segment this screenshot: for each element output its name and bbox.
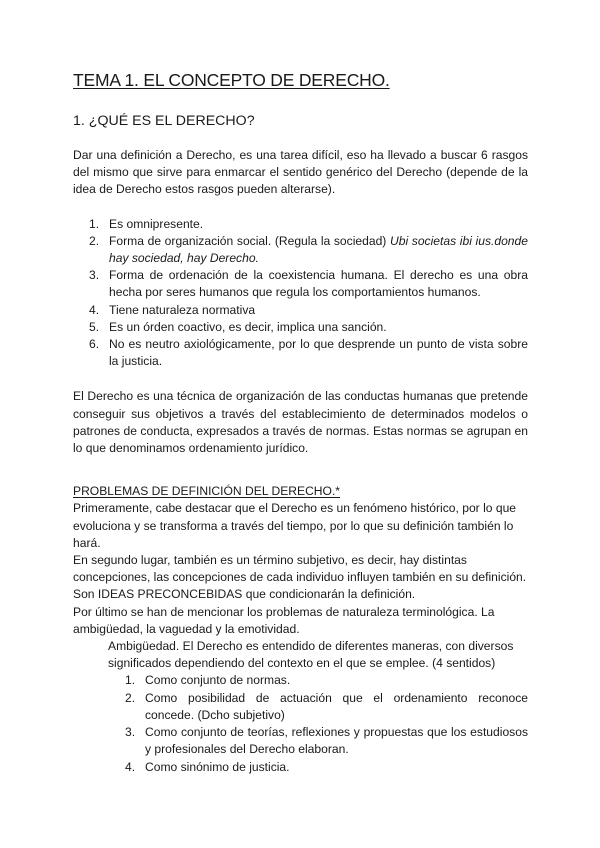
- list-item-number: 1.: [125, 673, 136, 688]
- list-item-number: 3.: [89, 268, 100, 283]
- intro-paragraph: Dar una definición a Derecho, es una tarea difícil, eso ha llevado a buscar 6 rasgos del mismo que sirve para enmarcar el sentido genérico del Derecho (depende de la idea de Derecho estos rasgos pueden alterarse).: [73, 148, 528, 197]
- list-item-number: 5.: [89, 319, 100, 334]
- list-item: [89, 233, 528, 267]
- definition-paragraph: El Derecho es una técnica de organización de las conductas humanas que pretende conseguir sus objetivos a través del establecimiento de determinados modelos o patrones de conducta, expresados a través de normas. Estas normas se agrupan en lo que denominamos ordenamiento jurídico.: [73, 389, 528, 456]
- traits-list: [73, 216, 528, 371]
- problem-subjective-paragraph: En segundo lugar, también es un término subjetivo, es decir, hay distintas concepciones, las concepciones de cada individuo influyen también en su definición. Son IDEAS PRECONCEBIDAS que condicionarán la definición.: [73, 553, 527, 602]
- list-item-number: 4.: [125, 759, 136, 774]
- list-item-text: No es neutro axiológicamente, por lo que desprende un punto de vista sobre la justicia.: [109, 337, 528, 369]
- list-item-text: Como conjunto de teorías, reflexiones y propuestas que los estudiosos y profesionales del Derecho elaboran.: [145, 725, 528, 757]
- list-item-number: 3.: [125, 725, 136, 740]
- list-item-text: Como conjunto de normas.: [145, 673, 291, 688]
- list-item: [89, 319, 528, 336]
- list-item: [125, 690, 528, 724]
- problem-historical-paragraph: Primeramente, cabe destacar que el Derecho es un fenómeno histórico, por lo que evoluciona y se transforma a través del tiempo, por lo que su definición también lo hará.: [73, 501, 517, 550]
- list-item-text: Es omnipresente.: [109, 216, 204, 231]
- list-item-text: Forma de ordenación de la coexistencia humana. El derecho es una obra hecha por seres humanos que regula los comportamientos humanos.: [109, 268, 528, 300]
- list-item: [89, 336, 528, 370]
- list-item-text: Es un órden coactivo, es decir, implica una sanción.: [109, 319, 387, 334]
- section-heading-que-es-el-derecho: 1. ¿QUÉ ES EL DERECHO?: [73, 113, 255, 129]
- list-item: [89, 302, 528, 319]
- list-item-number: 6.: [89, 337, 100, 352]
- list-item: [125, 724, 528, 758]
- list-item: [125, 759, 528, 776]
- document-title: TEMA 1. EL CONCEPTO DE DERECHO.: [73, 70, 390, 90]
- list-item-number: 1.: [89, 216, 100, 231]
- section-heading-problemas: PROBLEMAS DE DEFINICIÓN DEL DERECHO.*: [73, 484, 341, 499]
- list-item-text: Como posibilidad de actuación que el ordenamiento reconoce concede. (Dcho subjetivo): [145, 690, 528, 722]
- ambiguity-paragraph: Ambigüedad. El Derecho es entendido de diferentes maneras, con diversos significados dependiendo del contexto en el que se emplee. (4 sentidos): [108, 639, 514, 671]
- problem-terminology-paragraph: Por último se han de mencionar los problemas de naturaleza terminológica. La ambigüedad, la vaguedad y la emotividad.: [73, 604, 495, 636]
- list-item: [125, 672, 528, 689]
- list-item-number: 4.: [89, 302, 100, 317]
- list-item-number: 2.: [89, 233, 100, 248]
- senses-list: [73, 672, 528, 775]
- list-item-text: Tiene naturaleza normativa: [109, 302, 256, 317]
- list-item: [89, 216, 528, 233]
- list-item-number: 2.: [125, 690, 136, 705]
- list-item-text: Forma de organización social. (Regula la sociedad): [109, 233, 390, 248]
- latin-phrase: Ubi societas ibi ius.donde hay sociedad, hay Derecho.: [109, 233, 528, 266]
- list-item-text: Como sinónimo de justicia.: [145, 759, 290, 774]
- list-item: [89, 267, 528, 301]
